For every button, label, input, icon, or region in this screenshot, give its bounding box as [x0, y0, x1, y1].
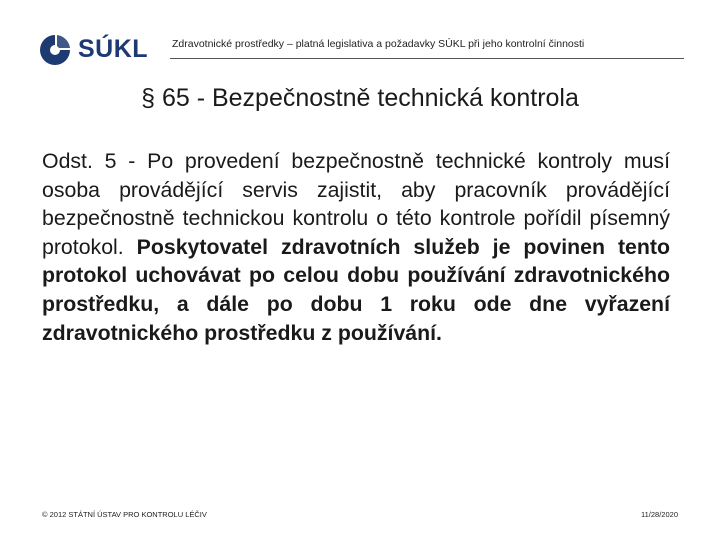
- logo-text: SÚKL: [78, 35, 149, 63]
- sukl-logo-mark-icon: [38, 33, 72, 65]
- body-bold-text: Poskytovatel zdravotních služeb je povinen tento protokol uchovávat po celou dobu používání zdravotnického prostředku, a dále po dobu 1 roku ode dne vyřazení zdravotnického prostředku z používání.: [42, 234, 670, 345]
- footer-copyright: © 2012 STÁTNÍ ÚSTAV PRO KONTROLU LÉČIV: [42, 510, 207, 519]
- footer-date: 11/28/2020: [641, 510, 678, 519]
- slide-title: § 65 - Bezpečnostně technická kontrola: [141, 84, 579, 112]
- body-paragraph: [42, 147, 670, 347]
- header-divider: [170, 58, 684, 59]
- header-caption: Zdravotnické prostředky – platná legislativa a požadavky SÚKL při jeho kontrolní činnosti: [172, 38, 585, 50]
- sukl-logo: [38, 33, 148, 65]
- body-normal-text: Odst. 5 - Po provedení bezpečnostně technické kontroly musí osoba provádějící servis zajistit, aby pracovník provádějící bezpečnostně technickou kontrolu o této kontrole pořídil písemný protokol.: [42, 149, 670, 259]
